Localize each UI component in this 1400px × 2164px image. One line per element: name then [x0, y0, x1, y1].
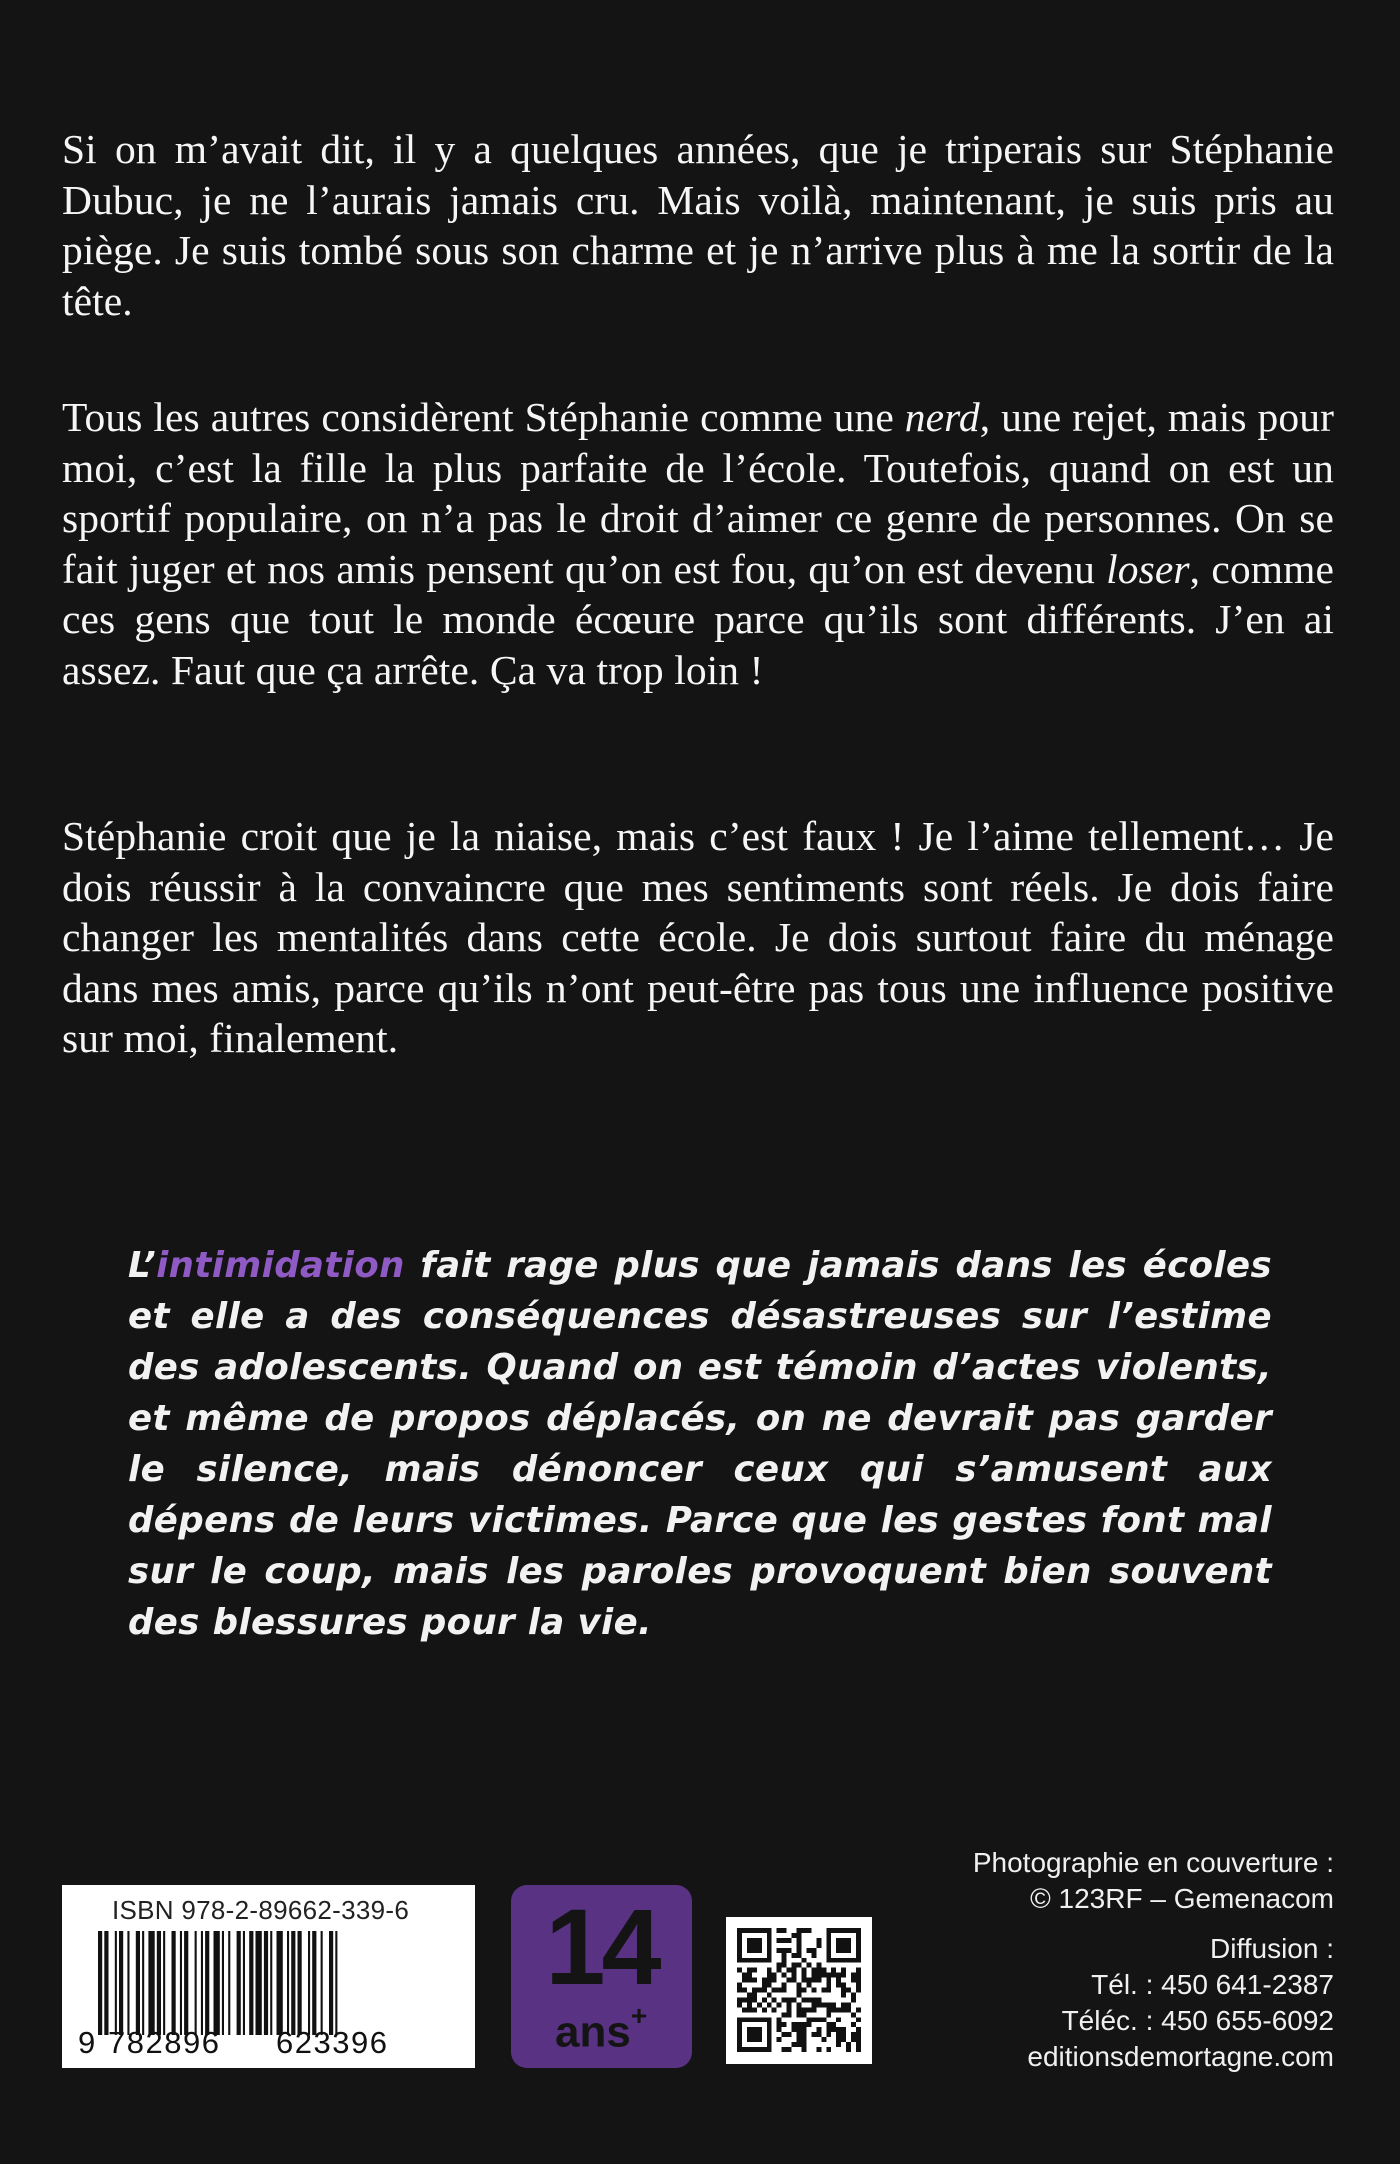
age-plus-sign: + [630, 2000, 648, 2031]
qr-code [726, 1917, 872, 2064]
distribution-info [1027, 1931, 1334, 2075]
age-rating-number: 14 [545, 1886, 658, 2007]
italic-word-loser: loser [1106, 545, 1190, 592]
age-rating-unit [555, 1997, 647, 2058]
barcode-digit-first: 9 [78, 2025, 97, 2060]
pitch-paragraph [128, 1240, 1272, 1648]
barcode-bars-icon [98, 1931, 438, 2035]
barcode-digit-group-1: 782896 [108, 2025, 221, 2060]
qr-code-icon [737, 1928, 861, 2052]
photo-credit-source: © 123RF – Gemenacom [1030, 1883, 1334, 1914]
synopsis-text: , comme ces gens que tout le monde écœure parce qu’ils sont différents. J’en ai assez. Faut que ça arrête. Ça va trop loin ! [62, 545, 1334, 693]
age-rating-badge [511, 1885, 692, 2068]
pitch-highlight-word: intimidation [156, 1245, 405, 1286]
synopsis-text: , une rejet, mais pour moi, c’est la fille la plus parfaite de l’école. Toutefois, quand on est un sportif populaire, on n’a pas le droit d’aimer ce genre de personnes. On se fait juger et nos amis pensent qu’on est fou, qu’on est devenu [62, 394, 1334, 592]
synopsis-paragraph-2 [62, 392, 1334, 695]
pitch-text: fait rage plus que jamais dans les écoles et elle a des conséquences désastreuses sur l’estime des adolescents. Quand on est témoin d’actes violents, et même de propos déplacés, on ne devrait pas garder le silence, mais dénoncer ceux qui s’amusent aux dépens de leurs victimes. Parce que les gestes font mal sur le coup, mais les paroles provoquent bien souvent des blessures pour la vie. [128, 1245, 1272, 1643]
isbn-number: ISBN 978-2-89662-339-6 [112, 1895, 410, 1925]
barcode-digit-group-2: 623396 [276, 2025, 389, 2060]
synopsis-paragraph-1: Si on m’avait dit, il y a quelques années, que je triperais sur Stéphanie Dubuc, je ne l’aurais jamais cru. Mais voilà, maintenant, je suis pris au piège. Je suis tombé sous son charme et je n’arrive plus à me la sortir de la tête. [62, 126, 1334, 324]
synopsis-paragraph-3: Stéphanie croit que je la niaise, mais c’est faux ! Je l’aime tellement… Je dois réussir à la convaincre que mes sentiments sont réels. Je dois faire changer les mentalités dans cette école. Je dois surtout faire du ménage dans mes amis, parce qu’ils n’ont peut-être pas tous une influence positive sur moi, finalement. [62, 813, 1334, 1061]
synopsis-text: Tous les autres considèrent Stéphanie comme une [62, 394, 905, 440]
age-unit-label: ans [555, 2007, 631, 2057]
italic-word-nerd: nerd [904, 394, 980, 440]
photo-credit [973, 1845, 1334, 1917]
pitch-prefix: L’ [128, 1245, 157, 1286]
publisher-website: editionsdemortagne.com [1027, 2041, 1334, 2072]
isbn-barcode [62, 1885, 475, 2068]
fax-number: Téléc. : 450 655-6092 [1061, 2005, 1334, 2036]
phone-number: Tél. : 450 641-2387 [1091, 1969, 1334, 2000]
diffusion-label: Diffusion : [1210, 1933, 1334, 1964]
photo-credit-label: Photographie en couverture : [972, 1847, 1334, 1878]
